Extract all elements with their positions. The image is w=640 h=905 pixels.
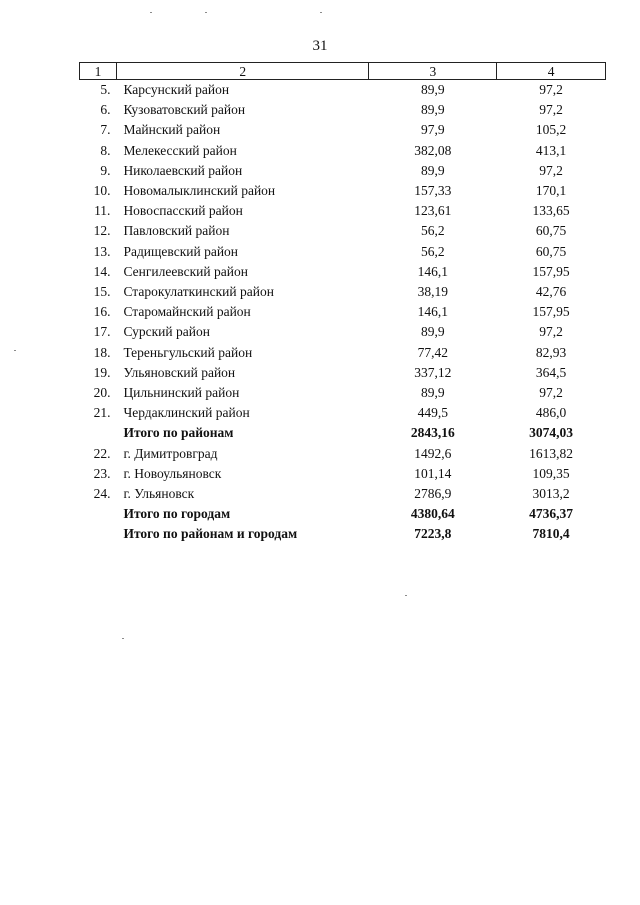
row-value-col-4: 133,65 (532, 203, 570, 219)
scan-speck (205, 12, 207, 13)
table-row (80, 322, 606, 342)
row-number: 17. (93, 324, 111, 340)
row-number: 19. (93, 364, 111, 380)
row-value-col-4: 3074,03 (529, 425, 574, 441)
row-number: 18. (93, 344, 111, 360)
row-value-col-4: 105,2 (535, 122, 567, 138)
row-name: Мелекесский район (123, 142, 237, 158)
row-number: 20. (93, 385, 111, 401)
table-row (80, 464, 606, 484)
row-value-col-3: 89,9 (421, 82, 445, 97)
row-value-col-4: 97,2 (539, 102, 563, 118)
row-number: 24. (93, 486, 111, 502)
row-value-col-3: 77,42 (417, 344, 449, 360)
table-body (80, 80, 606, 545)
row-number: 12. (93, 223, 111, 239)
row-value-col-3: 89,9 (421, 162, 445, 178)
header-row (80, 63, 606, 80)
row-value-col-3: 337,12 (414, 364, 452, 380)
row-name: Старомайнский район (123, 304, 251, 320)
row-number: 11. (94, 203, 111, 219)
row-name: Сенгилеевский район (123, 263, 248, 279)
row-value-col-3: 146,1 (417, 263, 449, 279)
row-number: 14. (93, 263, 111, 279)
row-name: Радищевский район (123, 243, 239, 259)
row-name: Ульяновский район (123, 364, 236, 380)
row-value-col-4: 97,2 (539, 324, 563, 340)
row-number: 15. (93, 284, 111, 300)
header-col-2: 2 (116, 63, 369, 80)
scan-speck (14, 350, 16, 351)
row-name: Карсунский район (123, 82, 230, 97)
row-value-col-4: 1613,82 (529, 445, 574, 461)
table-row (80, 363, 606, 383)
row-value-col-3: 1492,6 (414, 445, 452, 461)
row-name: Тереньгульский район (123, 344, 253, 360)
row-number: 7. (100, 122, 111, 138)
scan-speck (405, 595, 407, 596)
header-col-1: 1 (80, 63, 117, 80)
row-value-col-3: 38,19 (417, 284, 449, 300)
row-value-col-4: 60,75 (535, 223, 567, 239)
row-value-col-3: 157,33 (414, 183, 452, 199)
total-row (80, 423, 606, 443)
table-row (80, 484, 606, 504)
row-value-col-4: 3013,2 (532, 486, 570, 502)
row-value-col-4: 170,1 (535, 183, 567, 199)
row-name: Итого по районам (123, 425, 234, 441)
row-name: г. Димитровград (123, 445, 218, 461)
row-name: Старокулаткинский район (123, 284, 274, 300)
table-row (80, 201, 606, 221)
table-row (80, 141, 606, 161)
row-name: Майнский район (123, 122, 221, 138)
row-value-col-4: 60,75 (535, 243, 567, 259)
data-table (79, 62, 606, 545)
table-row (80, 262, 606, 282)
table-header (80, 63, 606, 80)
table-row (80, 444, 606, 464)
scan-speck (150, 12, 152, 13)
row-name: г. Ульяновск (123, 486, 195, 502)
row-value-col-4: 97,2 (539, 162, 563, 178)
row-number (80, 504, 117, 524)
row-name: г. Новоульяновск (123, 465, 222, 481)
row-value-col-4: 97,2 (539, 385, 563, 401)
row-value-col-3: 56,2 (421, 243, 445, 259)
row-number: 13. (93, 243, 111, 259)
row-value-col-3: 2843,16 (410, 425, 455, 441)
row-value-col-4: 42,76 (535, 284, 567, 300)
table-row (80, 302, 606, 322)
table-row (80, 161, 606, 181)
row-number: 22. (93, 445, 111, 461)
row-value-col-3: 2786,9 (414, 486, 452, 502)
table-row (80, 120, 606, 140)
row-value-col-3: 89,9 (421, 324, 445, 340)
row-name: Павловский район (123, 223, 230, 239)
row-value-col-4: 157,95 (532, 304, 570, 320)
row-number: 23. (93, 465, 111, 481)
row-number: 5. (100, 82, 111, 97)
row-value-col-4: 364,5 (535, 364, 567, 380)
row-number: 6. (100, 102, 111, 118)
row-value-col-3: 89,9 (421, 102, 445, 118)
row-value-col-3: 101,14 (414, 465, 452, 481)
header-col-3: 3 (369, 63, 497, 80)
total-row (80, 524, 606, 544)
row-value-col-4: 97,2 (539, 82, 563, 97)
row-number (80, 524, 117, 544)
row-value-col-3: 56,2 (421, 223, 445, 239)
total-row (80, 504, 606, 524)
row-number: 16. (93, 304, 111, 320)
row-value-col-4: 413,1 (535, 142, 567, 158)
row-name: Итого по районам и городам (123, 526, 298, 542)
page-number: 31 (312, 38, 328, 54)
table-row (80, 80, 606, 101)
row-value-col-3: 123,61 (414, 203, 452, 219)
row-number: 8. (100, 142, 111, 158)
table-row (80, 221, 606, 241)
row-name: Итого по городам (123, 506, 231, 522)
table-row (80, 181, 606, 201)
row-value-col-3: 97,9 (421, 122, 445, 138)
row-value-col-3: 146,1 (417, 304, 449, 320)
row-name: Новоспасский район (123, 203, 243, 219)
row-number (80, 423, 117, 443)
row-name: Николаевский район (123, 162, 243, 178)
table-row (80, 100, 606, 120)
row-value-col-3: 4380,64 (410, 506, 455, 522)
row-value-col-3: 7223,8 (414, 526, 452, 542)
row-number: 21. (93, 405, 111, 421)
table-row (80, 383, 606, 403)
row-number: 10. (93, 183, 111, 199)
header-col-4: 4 (497, 63, 606, 80)
row-value-col-3: 89,9 (421, 385, 445, 401)
table-row (80, 282, 606, 302)
row-number: 9. (100, 162, 111, 178)
row-name: Сурский район (123, 324, 210, 340)
table-row (80, 242, 606, 262)
row-name: Цильнинский район (123, 385, 240, 401)
row-name: Чердаклинский район (123, 405, 250, 421)
scan-speck (320, 12, 322, 13)
row-name: Новомалыклинский район (123, 183, 276, 199)
scan-speck (122, 638, 124, 639)
row-value-col-4: 486,0 (535, 405, 567, 421)
row-name: Кузоватовский район (123, 102, 246, 118)
row-value-col-4: 4736,37 (529, 506, 574, 522)
row-value-col-3: 449,5 (417, 405, 449, 421)
table-row (80, 403, 606, 423)
table-row (80, 343, 606, 363)
row-value-col-4: 82,93 (535, 344, 567, 360)
row-value-col-3: 382,08 (414, 142, 452, 158)
row-value-col-4: 7810,4 (532, 526, 570, 542)
row-value-col-4: 157,95 (532, 263, 570, 279)
row-value-col-4: 109,35 (532, 465, 570, 481)
